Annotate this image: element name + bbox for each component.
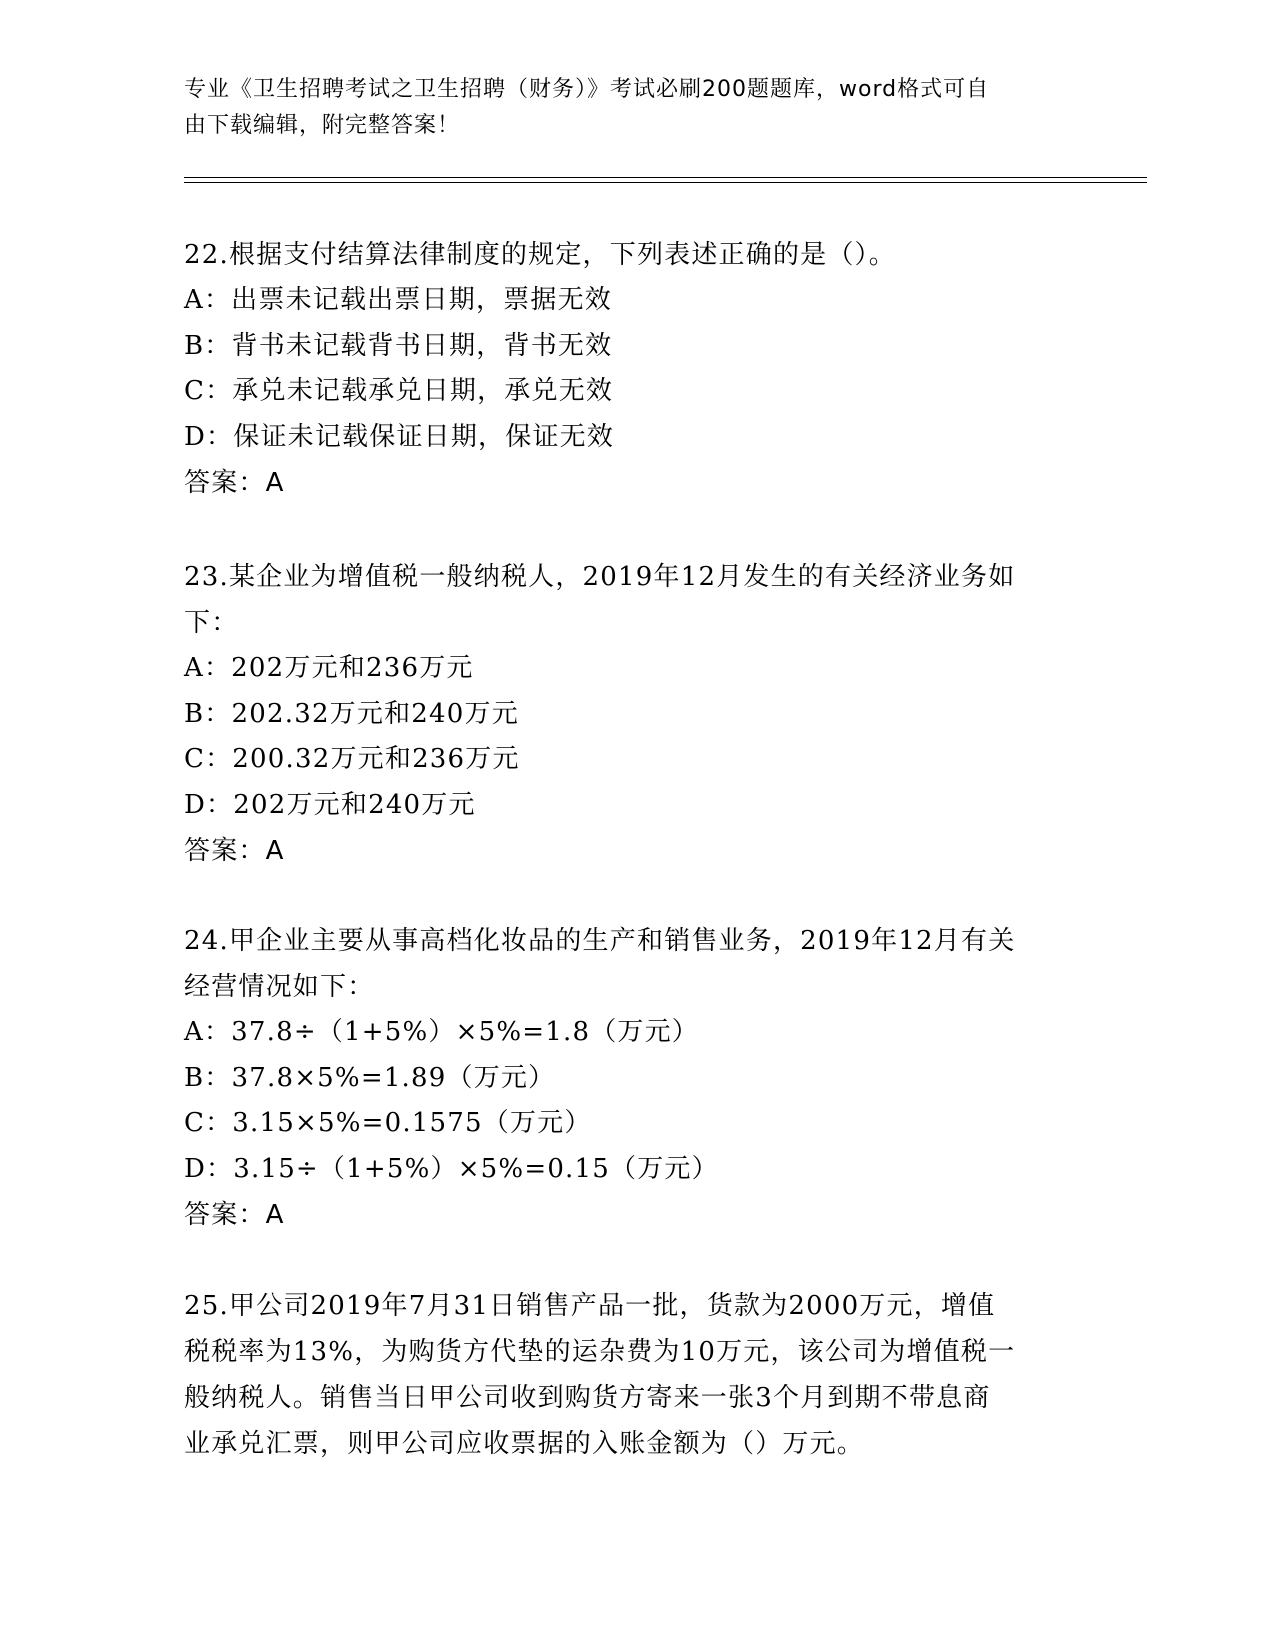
option-d: D：202万元和240万元 <box>184 789 476 820</box>
option-a: A：出票未记载出票日期，票据无效 <box>184 285 612 315</box>
header-line-2: 由下载编辑，附完整答案！ <box>184 113 461 138</box>
answer: 答案：A <box>184 468 285 498</box>
option-c: C：3.15×5%=0.1575（万元） <box>184 1108 592 1138</box>
question-stem-line: 22.根据支付结算法律制度的规定，下列表述正确的是（）。 <box>184 240 896 270</box>
question-stem-line: 般纳税人。销售当日甲公司收到购货方寄来一张3个月到期不带息商 <box>184 1383 991 1413</box>
question-stem-line: 23.某企业为增值税一般纳税人，2019年12月发生的有关经济业务如 <box>184 562 1016 592</box>
question-stem-line: 税税率为13%，为购货方代垫的运杂费为10万元，该公司为增值税一 <box>184 1337 1016 1367</box>
question-stem-line: 下： <box>184 608 239 638</box>
question-stem-line: 经营情况如下： <box>184 972 375 1002</box>
option-a: A：202万元和236万元 <box>184 653 474 683</box>
option-a: A：37.8÷（1+5%）×5%=1.8（万元） <box>184 1017 699 1047</box>
question-stem-line: 业承兑汇票，则甲公司应收票据的入账金额为（）万元。 <box>184 1429 865 1459</box>
option-d: D：保证未记载保证日期，保证无效 <box>184 421 615 452</box>
question-stem-line: 25.甲公司2019年7月31日销售产品一批，货款为2000万元，增值 <box>184 1291 996 1321</box>
answer: 答案：A <box>184 1200 285 1230</box>
question-22 <box>184 232 1064 506</box>
option-d: D：3.15÷（1+5%）×5%=0.15（万元） <box>184 1153 719 1184</box>
option-b: B：37.8×5%=1.89（万元） <box>184 1062 556 1093</box>
question-24 <box>184 918 1064 1238</box>
option-c: C：承兑未记载承兑日期，承兑无效 <box>184 376 614 406</box>
answer: 答案：A <box>184 836 285 866</box>
header-line-1: 专业《卫生招聘考试之卫生招聘（财务）》考试必刷200题题库，word格式可自 <box>184 77 990 102</box>
question-23 <box>184 554 1064 874</box>
option-b: B：202.32万元和240万元 <box>184 698 519 729</box>
header-divider-bottom <box>184 182 1147 183</box>
header-divider-top <box>184 177 1147 178</box>
question-25 <box>184 1283 1064 1467</box>
option-b: B：背书未记载背书日期，背书无效 <box>184 330 613 361</box>
option-c: C：200.32万元和236万元 <box>184 744 520 774</box>
document-header <box>184 72 1064 144</box>
question-stem-line: 24.甲企业主要从事高档化妆品的生产和销售业务，2019年12月有关 <box>184 926 1016 956</box>
